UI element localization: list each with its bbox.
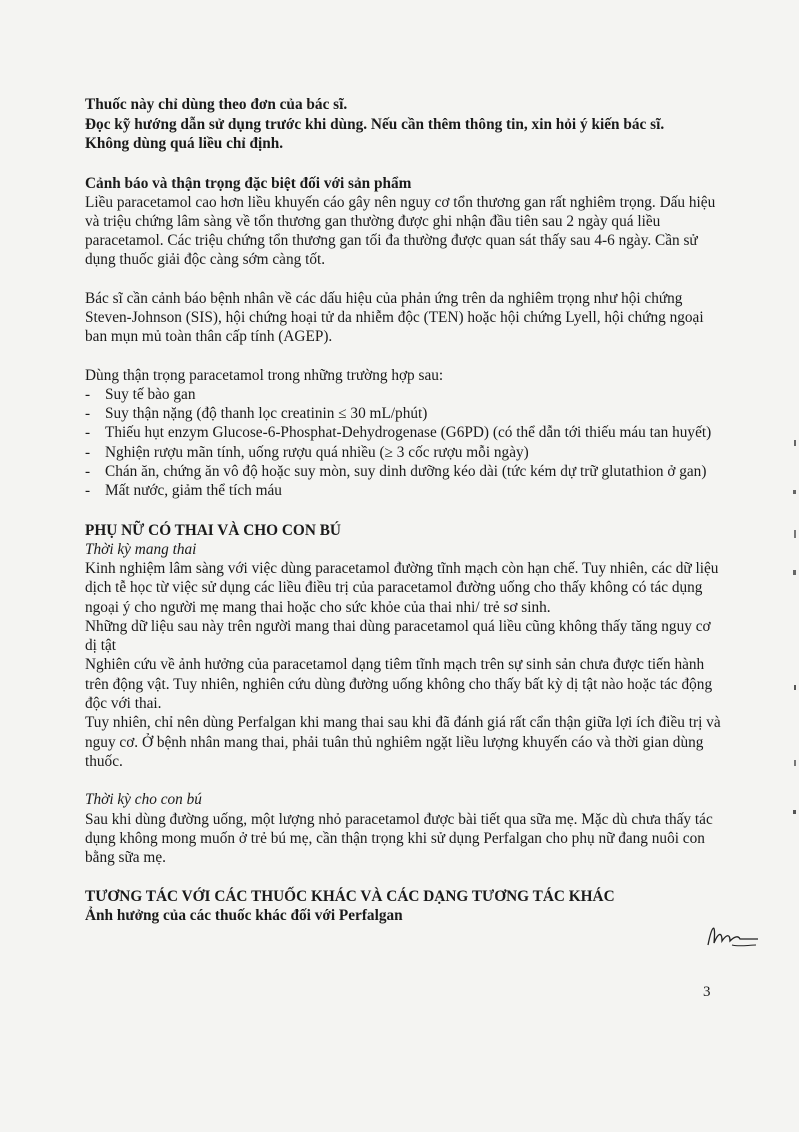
precautions-paragraph-liver: Liều paracetamol cao hơn liều khuyến cáo gây nên nguy cơ tổn thương gan rất nghiêm trọng. Dấu hiệu và triệu chứng lâm sàng về tổn thương gan thường được ghi nhận đầu tiên sau 2 ngày quá liều paracetamol. Các triệu chứng tổn thương gan tối đa thường được quan sát thấy sau 4-6 ngày. Cần sử dụng thuốc giải độc càng sớm càng tốt. — [85, 193, 716, 269]
warning-do-not-overdose: Không dùng quá liều chỉ định. — [85, 135, 284, 152]
list-item: - Nghiện rượu mãn tính, uống rượu quá nhiều (≥ 3 cốc rượu mỗi ngày) — [85, 443, 725, 462]
prescription-warnings — [85, 95, 725, 154]
page-content — [85, 95, 725, 925]
warning-read-instructions: Đọc kỹ hướng dẫn sử dụng trước khi dùng. Nếu cần thêm thông tin, xin hỏi ý kiến bác sĩ. — [85, 115, 665, 133]
list-item: - Mất nước, giảm thể tích máu — [85, 481, 725, 500]
list-item: - Thiếu hụt enzym Glucose-6-Phosphat-Dehydrogenase (G6PD) (có thể dẫn tới thiếu máu tan huyết) — [85, 423, 725, 442]
breastfeeding-paragraph: Sau khi dùng đường uống, một lượng nhỏ paracetamol được bài tiết qua sữa mẹ. Mặc dù chưa thấy tác dụng không mong muốn ở trẻ bú mẹ, cần thận trọng khi sử dụng Perfalgan cho phụ nữ đang nuôi con bằng sữa mẹ. — [85, 810, 713, 867]
warning-prescription-only: Thuốc này chỉ dùng theo đơn của bác sĩ. — [85, 96, 348, 113]
scan-edge-marks — [788, 430, 799, 830]
pregnancy-paragraph-1: Kinh nghiệm lâm sàng với việc dùng paracetamol đường tĩnh mạch còn hạn chế. Tuy nhiên, các dữ liệu dịch tễ học từ việc sử dụng các liều điều trị của paracetamol đường uống cho thấy không có tác dụng ngoại ý cho người mẹ mang thai hoặc cho sức khỏe của thai nhi/ trẻ sơ sinh. — [85, 559, 719, 616]
pregnancy-paragraph-2: Những dữ liệu sau này trên người mang thai dùng paracetamol quá liều cũng không thấy tăng nguy cơ dị tật — [85, 617, 711, 655]
interactions-heading: TƯƠNG TÁC VỚI CÁC THUỐC KHÁC VÀ CÁC DẠNG TƯƠNG TÁC KHÁC — [85, 888, 615, 906]
pregnancy-paragraph-4: Tuy nhiên, chỉ nên dùng Perfalgan khi mang thai sau khi đã đánh giá rất cẩn thận giữa lợi ích điều trị và nguy cơ. Ở bệnh nhân mang thai, phải tuân thủ nghiêm ngặt liều lượng khuyến cáo và thời gian dùng thuốc. — [85, 714, 721, 770]
list-item: - Chán ăn, chứng ăn vô độ hoặc suy mòn, suy dinh dưỡng kéo dài (tức kém dự trữ glutathion ở gan) — [85, 462, 725, 481]
precautions-list-intro: Dùng thận trọng paracetamol trong những trường hợp sau: — [85, 366, 444, 384]
list-item: - Suy tế bào gan — [85, 385, 725, 404]
page-number: 3 — [703, 984, 711, 1000]
pregnancy-heading: PHỤ NỮ CÓ THAI VÀ CHO CON BÚ — [85, 521, 341, 539]
precautions-heading: Cảnh báo và thận trọng đặc biệt đối với sản phẩm — [85, 174, 412, 192]
precautions-paragraph-skin: Bác sĩ cần cảnh báo bệnh nhân về các dấu hiệu của phản ứng trên da nghiêm trọng như hội chứng Steven-Johnson (SIS), hội chứng hoại tử da nhiễm độc (TEN) hoặc hội chứng Lyell, hội chứng ngoại ban mụn mủ toàn thân cấp tính (AGEP). — [85, 289, 704, 346]
list-item: - Suy thận nặng (độ thanh lọc creatinin ≤ 30 mL/phút) — [85, 404, 725, 423]
handwritten-signature — [700, 915, 760, 955]
pregnancy-subheading: Thời kỳ mang thai — [85, 540, 197, 558]
pregnancy-paragraph-3: Nghiên cứu về ảnh hưởng của paracetamol dạng tiêm tĩnh mạch trên sự sinh sản chưa được tiến hành trên động vật. Tuy nhiên, nghiên cứu dùng đường uống không cho thấy bất kỳ dị tật nào hoặc tác động độc với thai. — [85, 656, 713, 713]
breastfeeding-subheading: Thời kỳ cho con bú — [85, 791, 202, 809]
interactions-subheading: Ảnh hưởng của các thuốc khác đối với Perfalgan — [85, 907, 403, 925]
precautions-list — [85, 385, 725, 501]
